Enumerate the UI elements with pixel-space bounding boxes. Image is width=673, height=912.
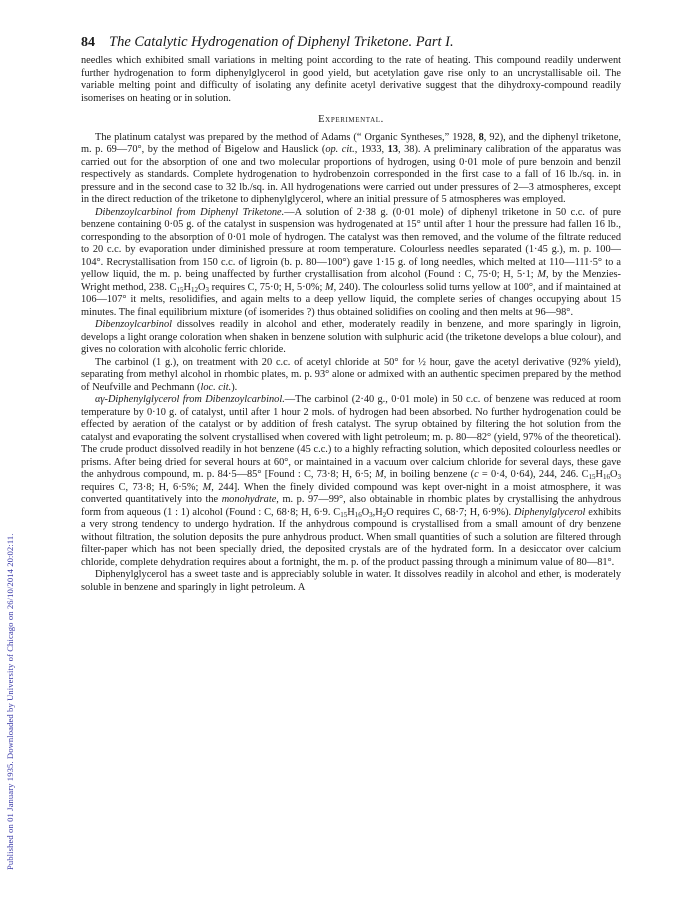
paragraph-dibenzoylcarbinol-properties	[81, 319, 621, 357]
subscript: 15	[588, 473, 596, 481]
text-run: , 92), and the diphenyl triketone, m. p. 69—70°, by the method of Bigelow and Hauslick (	[81, 131, 621, 155]
running-title: The Catalytic Hydrogenation of Diphenyl Triketone. Part I.	[109, 34, 454, 50]
symbol-m: M	[537, 269, 546, 280]
formula-element: H	[595, 469, 604, 480]
subscript: 15	[176, 285, 184, 294]
subscript: 3	[369, 510, 373, 519]
formula-element: O	[198, 281, 206, 293]
volume-number: 8	[478, 131, 484, 143]
citation-abbrev: op. cit.	[325, 144, 355, 155]
text-run: , 240). The colourless solid turns yellow at 100°, and if maintained at 106—107° it melts, resolidifies, and again melts to a deep yellow liquid, the complete series of changes occupying about 15 minutes. The final equilibrium mixture (of isomerides ?) thus obtained solidifies on cooling and then melts at 96—98°.	[81, 281, 621, 318]
paragraph-catalyst-preparation	[81, 132, 621, 207]
citation-abbrev: loc. cit.	[200, 381, 232, 393]
running-header	[81, 33, 621, 52]
formula-element: H	[183, 281, 191, 293]
text-run: , 1933,	[354, 144, 388, 155]
text-run: ).	[231, 381, 238, 393]
text-run: —The carbinol (2·40 g., 0·01 mole) in 50 c.c. of benzene was reduced at room temperature by 0·10 g. of catalyst, until after 1 hour 2 mols. of hydrogen had been absorbed. No further hydrogenation could be effected by aeration of the catalyst or by addition of fresh catalyst. The syrup obtained by filtering the hot solution from the catalyst and evaporating the solvent crystallised when covered with light petroleum; m. p. 80—82° (yield, 97% of the theoretical). The crude product dissolved readily in hot benzene (45 c.c.) to a highly refracting solution, which deposited colourless needles or prisms. After being dried for several hours at 60°, or maintained in a vacuum over calcium chloride for several days, these gave the anhydrous compound, m. p. 84·5—85° [Found : C, 73·8; H, 6·5;	[81, 394, 621, 480]
subscript: 3	[617, 473, 622, 481]
journal-page	[81, 33, 621, 594]
page-number: 84	[81, 35, 95, 50]
text-run: = 0·4, 0·64), 244, 246. C	[478, 469, 589, 480]
text-run: , 244]. When the finely divided compound was kept over-night in a moist atmosphere, it was converted quantitatively into the	[81, 481, 621, 505]
text-run: O requires C, 68·7; H, 6·9%).	[386, 506, 514, 518]
paragraph-acetyl-derivative	[81, 357, 621, 395]
subscript: 16	[603, 473, 611, 481]
symbol-m: M	[202, 481, 212, 493]
symbol-c: c	[474, 469, 479, 480]
subscript: 12	[191, 285, 198, 294]
text-run: ,H	[372, 506, 383, 518]
text-run: The platinum catalyst was prepared by the method of Adams (“ Organic Syntheses,” 1928,	[95, 131, 479, 143]
section-heading-experimental: Experimental.	[318, 114, 384, 125]
download-notice: Published on 01 January 1935. Downloaded by University of Chicago on 26/10/2014 20:02:11.	[5, 533, 15, 870]
subscript: 16	[354, 510, 362, 519]
compound-name: Dibenzoylcarbinol	[95, 319, 172, 330]
text-run: , by the Menzies-Wright method, 238. C	[81, 269, 622, 293]
paragraph-intro-continued: needles which exhibited small variations in melting point according to the rate of heating. This compound readily underwent further hydrogenation to form diphenylglycerol in good yield, but acetylation gave rise only to an uncrystallisable oil. The variable melting point and difficulty of isolating any definite acetyl derivative suggest that the dihydroxy-compound readily isomerises on heating or in solution.	[81, 55, 621, 104]
subsection-title: Dibenzoylcarbinol from Diphenyl Triketone.	[95, 206, 285, 218]
text-run: —A solution of 2·38 g. (0·01 mole) of diphenyl triketone in 50 c.c. of pure benzene containing 0·05 g. of the catalyst in suspension was hydrogenated at 15° until after 1 hour the pressure had fallen 16 lb., corresponding to the absorption of 0·01 mole of hydrogen. The catalyst was then removed, and the volume of the filtrate reduced to 20 c.c. by evaporation under diminished pressure at room temperature. Colourless needles separated (1·45 g.), m. p. 100—104°. Recrystallisation from 150 c.c. of ligroin (b. p. 80—100°) gave 1·15 g. of long needles, which melted at 110—111·5° to a yellow liquid, the m. p. being unaffected by further crystallisation from alcohol (Found : C, 75·0; H, 5·1;	[81, 206, 622, 280]
paragraph-diphenylglycerol-properties: Diphenylglycerol has a sweet taste and is appreciably soluble in water. It dissolves readily in alcohol and ether, is moderately soluble in benzene and sparingly in light petroleum. A	[81, 569, 621, 593]
subsection-title: αγ-Diphenylglycerol from Dibenzoylcarbinol.	[95, 394, 285, 405]
text-run: The carbinol (1 g.), on treatment with 20 c.c. of acetyl chloride at 50° for ½ hour, gave the acetyl derivative (92% yield), separating from methyl alcohol in rhombic plates, m. p. 93° alone or admixed with an authentic specimen prepared by the method of Neufville and Pechmann (	[81, 356, 621, 393]
compound-name: Diphenylglycerol	[513, 506, 586, 518]
text-run: , in boiling benzene (	[383, 469, 475, 480]
text-run: , 38). A preliminary calibration of the apparatus was carried out for the absorption of one and two molecular proportions of hydrogen, using 0·01 mole of pure benzoin and benzil respectively as standards. Complete hydrogenation to hydrobenzoin corresponded in the first case to a fall of 16 lb./sq. in. in pressure and in the second case to 32 lb./sq. in. All hydrogenations were carried out under pressures of 2—3 atmospheres, except in the direct reduction of the triketone to diphenylglycerol, where an initial pressure of 5 atmospheres was employed.	[81, 144, 621, 205]
paragraph-dibenzoylcarbinol-prep	[81, 207, 621, 320]
text-run: dissolves readily in alcohol and ether, moderately readily in benzene, and more sparingly in ligroin, develops a light orange coloration when shaken in benzene solution with sulphuric acid (the triketone develops a blue colour), and gives no coloration with alcoholic ferric chloride.	[81, 319, 621, 355]
volume-number: 13	[387, 144, 398, 155]
subscript: 15	[340, 510, 348, 519]
formula-element: O	[361, 506, 370, 518]
compound-name: monohydrate	[221, 494, 277, 505]
symbol-m: M	[375, 469, 384, 480]
symbol-m: M	[325, 281, 334, 293]
subscript: 3	[205, 285, 209, 294]
formula-element: H	[347, 506, 355, 518]
text-run: , m. p. 97—99°, also obtainable in rhombic plates by crystallising the anhydrous form from aqueous (1 : 1) alcohol (Found : C, 68·8; H, 6·9. C	[81, 494, 621, 518]
text-run: requires C, 75·0; H, 5·0%;	[208, 281, 325, 293]
subscript: 2	[382, 510, 387, 519]
text-run: exhibits a very strong tendency to undergo hydration. If the anhydrous compound is crystallised from a small amount of dry benzene without filtration, the solution deposits the pure anhydrous product. When small quantities of such a solution are filtered through filter-paper which has not been specially dried, the deposited crystals are of the hydrated form. In a desiccator over calcium chloride, complete dehydration requires about a fortnight, the m. p. of the product passing through a minimum value of 80—81°.	[81, 506, 621, 568]
formula-element: O	[610, 469, 618, 480]
text-run: requires C, 73·8; H, 6·5%;	[81, 481, 203, 493]
paragraph-diphenylglycerol	[81, 394, 621, 569]
